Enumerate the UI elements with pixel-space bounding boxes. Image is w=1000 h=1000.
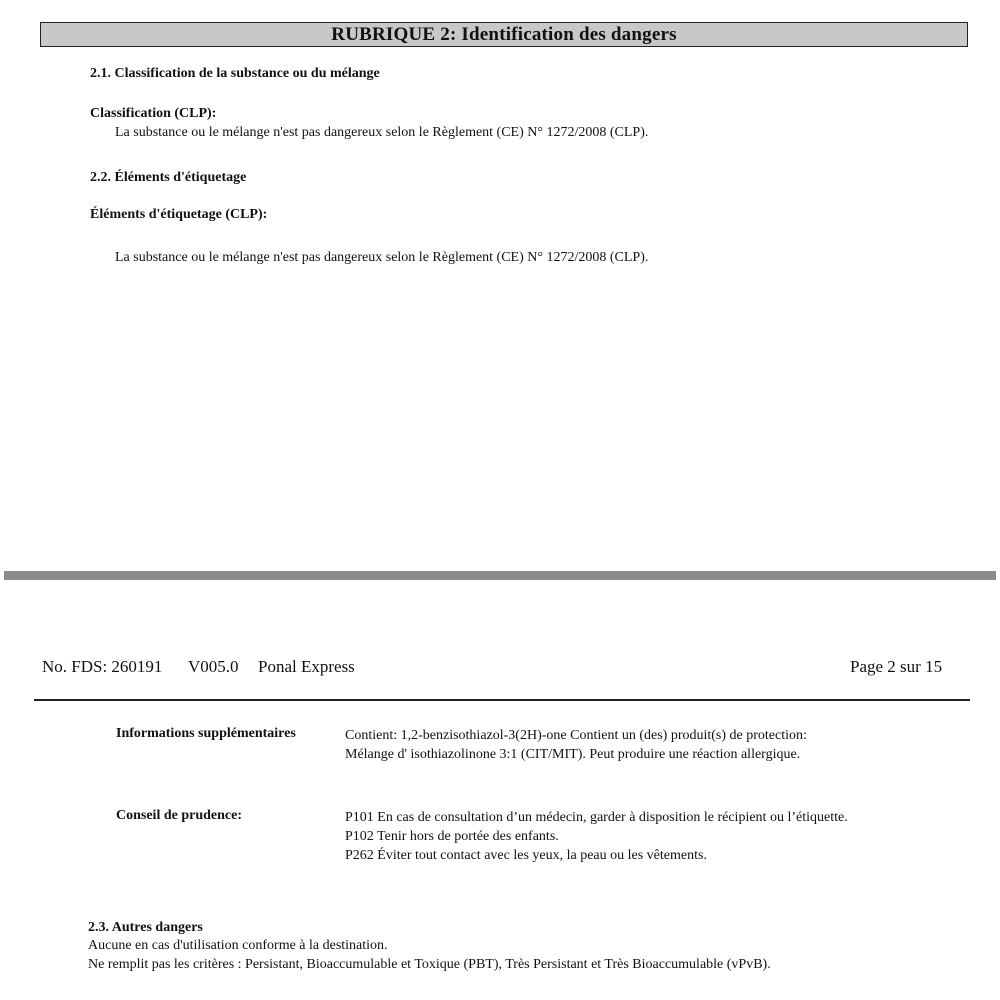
page-break-divider (4, 571, 996, 580)
classification-clp-text: La substance ou le mélange n'est pas dangereux selon le Règlement (CE) N° 1272/2008 (CLP). (115, 125, 649, 140)
section-title-bar (40, 22, 968, 47)
page-number: Page 2 sur 15 (850, 657, 943, 676)
section-2-1-heading: 2.1. Classification de la substance ou du mélange (90, 66, 380, 81)
prudence-label: Conseil de prudence: (116, 808, 242, 823)
product-name: Ponal Express (258, 657, 355, 676)
section-2-3-heading: 2.3. Autres dangers (88, 920, 203, 935)
other-hazards-line-2: Ne remplit pas les critères : Persistant, Bioaccumulable et Toxique (PBT), Très Persistant et Très Bioaccumulable (vPvB). (88, 957, 771, 972)
header-rule (34, 699, 970, 701)
extra-info-line-2: Mélange d' isothiazolinone 3:1 (CIT/MIT). Peut produire une réaction allergique. (345, 747, 801, 762)
prudence-p102: P102 Tenir hors de portée des enfants. (345, 829, 559, 844)
labelling-clp-label: Éléments d'étiquetage (CLP): (90, 207, 268, 222)
extra-info-text (345, 726, 807, 764)
extra-info-label: Informations supplémentaires (116, 726, 296, 741)
classification-clp-label: Classification (CLP): (90, 106, 217, 121)
prudence-p262: P262 Éviter tout contact avec les yeux, la peau ou les vêtements. (345, 848, 707, 863)
prudence-p101: P101 En cas de consultation d’un médecin, garder à disposition le récipient ou l’étiquette. (345, 810, 848, 825)
extra-info-line-1: Contient: 1,2-benzisothiazol-3(2H)-one Contient un (des) produit(s) de protection: (345, 728, 807, 743)
prudence-statements (345, 808, 848, 865)
section-2-2-heading: 2.2. Éléments d'étiquetage (90, 170, 247, 185)
fds-number: No. FDS: 260191 (42, 657, 163, 676)
section-title: RUBRIQUE 2: Identification des dangers (331, 24, 677, 45)
version-number: V005.0 (188, 657, 239, 676)
labelling-clp-text: La substance ou le mélange n'est pas dangereux selon le Règlement (CE) N° 1272/2008 (CLP). (115, 250, 649, 265)
other-hazards-line-1: Aucune en cas d'utilisation conforme à la destination. (88, 938, 388, 953)
